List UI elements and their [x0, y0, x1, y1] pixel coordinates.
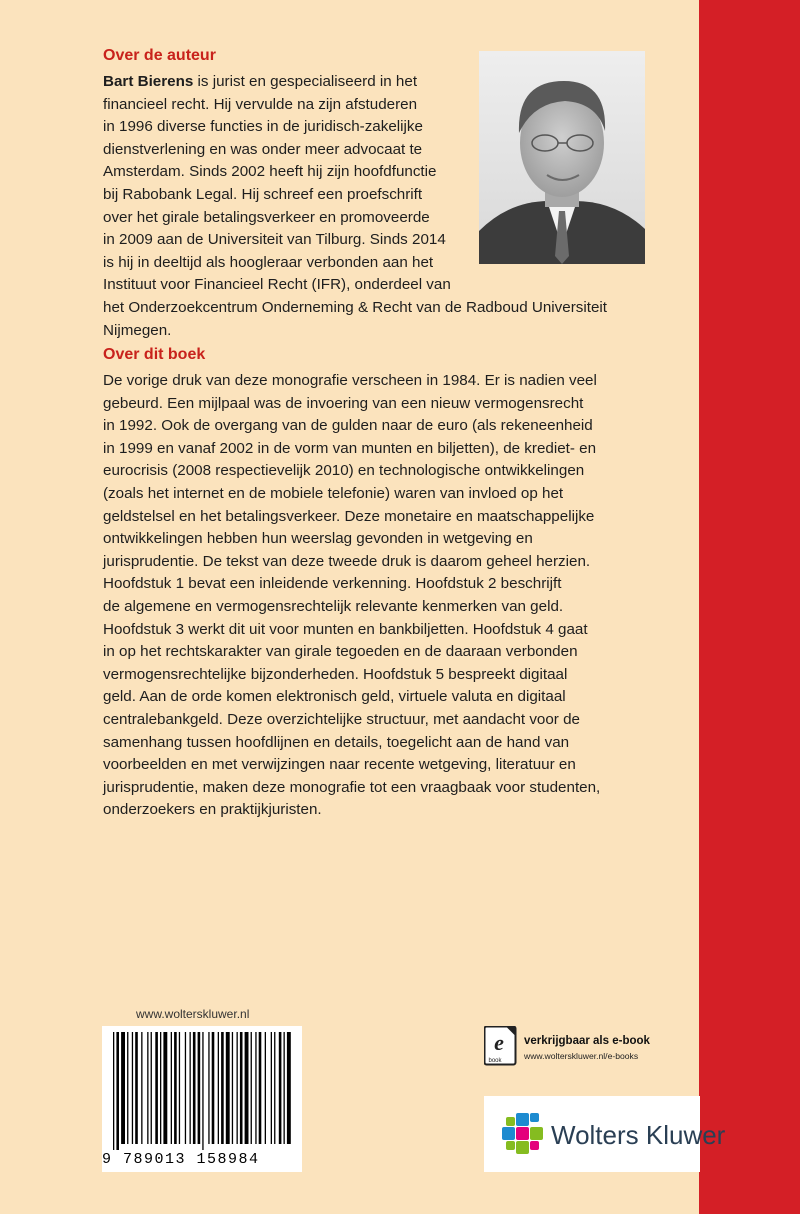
- book-description-line: vermogensrechtelijke bijzonderheden. Hoofdstuk 5 bespreekt digitaal: [103, 665, 568, 683]
- book-description-line: De vorige druk van deze monografie verscheen in 1984. Er is nadien veel: [103, 372, 597, 389]
- author-bio-first-line: is jurist en gespecialiseerd in het: [193, 73, 418, 90]
- author-photo: [479, 51, 645, 264]
- author-bio-line: in 1996 diverse functies in de juridisch-zakelijke: [103, 118, 423, 136]
- author-bio-line: Amsterdam. Sinds 2002 heeft hij zijn hoofdfunctie: [103, 163, 437, 181]
- book-description-line: in 1992. Ook de overgang van de gulden naar de euro (als rekeneenheid: [103, 417, 593, 435]
- book-description-line: (zoals het internet en de mobiele telefonie) waren van invloed op het: [103, 484, 564, 502]
- ebook-icon-letter: e: [494, 1030, 504, 1055]
- book-description: [103, 370, 600, 822]
- author-bio-line: is hij in deeltijd als hoogleraar verbonden aan het: [103, 253, 434, 271]
- isbn-barcode: [102, 1026, 302, 1172]
- book-description-line: ontwikkelingen hebben hun weerslag gevonden in wetgeving en: [103, 530, 533, 548]
- red-spine-band: [699, 0, 800, 1214]
- barcode-number: 9 789013 158984: [102, 1151, 260, 1168]
- book-description-line: geld. Aan de orde komen elektronisch geld, virtuele valuta en digitaal: [103, 688, 566, 706]
- author-bio-line: Nijmegen.: [103, 321, 172, 339]
- author-bio-line: financieel recht. Hij vervulde na zijn afstuderen: [103, 95, 418, 113]
- book-description-line: Hoofdstuk 1 bevat een inleidende verkenning. Hoofdstuk 2 beschrijft: [103, 575, 562, 593]
- author-bio-line: dienstverlening en was onder meer advocaat te: [103, 140, 423, 158]
- book-description-line: centralebankgeld. Deze overzichtelijke structuur, met aandacht voor de: [103, 710, 580, 728]
- book-heading: Over dit boek: [103, 346, 206, 363]
- book-description-line: onderzoekers en praktijkjuristen.: [103, 801, 322, 819]
- book-description-line: eurocrisis (2008 respectievelijk 2010) en technologische ontwikkelingen: [103, 462, 585, 480]
- book-description-line: Hoofdstuk 3 werkt dit uit voor munten en bankbiljetten. Hoofdstuk 4 gaat: [103, 620, 588, 638]
- book-description-line: samenhang tussen hoofdlijnen en details, toegelicht aan de hand van: [103, 733, 570, 751]
- ebook-icon-label: book: [488, 1058, 502, 1064]
- ebook-icon: [484, 1026, 518, 1066]
- author-bio-line: bij Rabobank Legal. Hij schreef een proefschrift: [103, 185, 423, 203]
- book-description-line: voorbeelden en met verwijzingen naar recente wetgeving, literatuur en: [103, 756, 576, 774]
- publisher-name: Wolters Kluwer: [551, 1120, 726, 1150]
- ebook-label: verkrijgbaar als e-book: [524, 1035, 650, 1047]
- publisher-logo: [484, 1096, 726, 1172]
- publisher-website[interactable]: www.wolterskluwer.nl: [136, 1007, 250, 1021]
- ebook-url: www.wolterskluwer.nl/e-books: [524, 1051, 639, 1061]
- author-bio-line: het Onderzoekcentrum Onderneming & Recht van de Radboud Universiteit: [103, 298, 607, 316]
- author-bio-line: Instituut voor Financieel Recht (IFR), onderdeel van: [103, 276, 451, 294]
- ebook-badge[interactable]: [484, 1026, 684, 1068]
- author-portrait-image: [479, 51, 645, 264]
- book-description-line: gebeurd. Een mijlpaal was de invoering van een nieuw vermogensrecht: [103, 394, 584, 412]
- book-description-line: jurisprudentie. De tekst van deze tweede druk is daarom geheel herzien.: [103, 552, 591, 570]
- wolters-kluwer-mark-icon: [502, 1113, 544, 1155]
- book-description-line: in op het rechtskarakter van girale tegoeden en de daaraan verbonden: [103, 643, 578, 661]
- author-name: Bart Bierens: [103, 73, 194, 90]
- author-bio-line: in 2009 aan de Universiteit van Tilburg. Sinds 2014: [103, 231, 446, 249]
- author-heading: Over de auteur: [103, 47, 216, 64]
- book-description-line: geldstelsel en het betalingsverkeer. Deze monetaire en maatschappelijke: [103, 507, 595, 525]
- book-description-line: in 1999 en vanaf 2002 in de vorm van munten en biljetten), de krediet- en: [103, 439, 597, 457]
- book-description-line: de algemene en vermogensrechtelijk relevante kenmerken van geld.: [103, 597, 564, 615]
- author-bio-line: over het girale betalingsverkeer en promoveerde: [103, 208, 430, 226]
- book-description-line: jurisprudentie, maken deze monografie tot een vraagbaak voor studenten,: [103, 778, 601, 796]
